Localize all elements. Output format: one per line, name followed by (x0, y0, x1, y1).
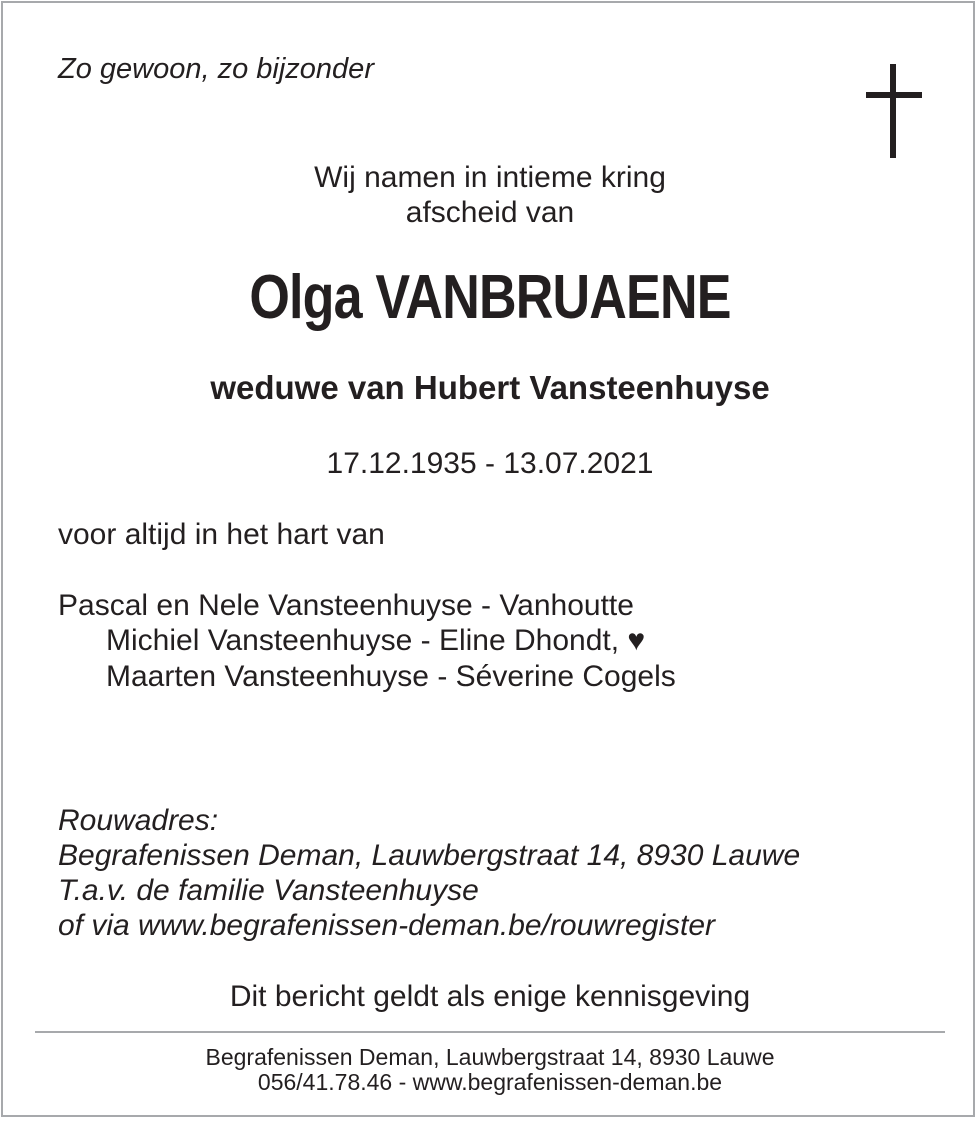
family-intro: voor altijd in het hart van (58, 518, 385, 551)
spouse-line: weduwe van Hubert Vansteenhuyse (210, 369, 770, 406)
footer-line-1: Begrafenissen Deman, Lauwbergstraat 14, 8930 Lauwe (205, 1044, 775, 1070)
address-line-2: T.a.v. de familie Vansteenhuyse (58, 874, 479, 907)
footer-line-2: 056/41.78.46 - www.begrafenissen-deman.be (257, 1069, 723, 1095)
intro-line-2: afscheid van (405, 196, 575, 229)
notice-statement: Dit bericht geldt als enige kennisgeving (229, 980, 751, 1013)
cross-horizontal-bar (866, 92, 922, 98)
address-line-1: Begrafenissen Deman, Lauwbergstraat 14, 8930 Lauwe (58, 839, 801, 872)
deceased-name: Olga VANBRUAENE (249, 263, 731, 332)
address-line-3: of via www.begrafenissen-deman.be/rouwregister (58, 909, 715, 942)
intro-line-1: Wij namen in intieme kring (314, 161, 666, 194)
footer-divider (35, 1031, 945, 1033)
latin-cross-icon (866, 64, 922, 158)
cross-vertical-bar (890, 64, 896, 158)
family-member: Pascal en Nele Vansteenhuyse - Vanhoutte (58, 589, 634, 622)
motto: Zo gewoon, zo bijzonder (58, 53, 374, 85)
family-member: Maarten Vansteenhuyse - Séverine Cogels (106, 660, 676, 693)
family-member: Michiel Vansteenhuyse - Eline Dhondt, ♥ (106, 624, 646, 657)
life-dates: 17.12.1935 - 13.07.2021 (326, 447, 654, 480)
address-label: Rouwadres: (58, 804, 219, 837)
